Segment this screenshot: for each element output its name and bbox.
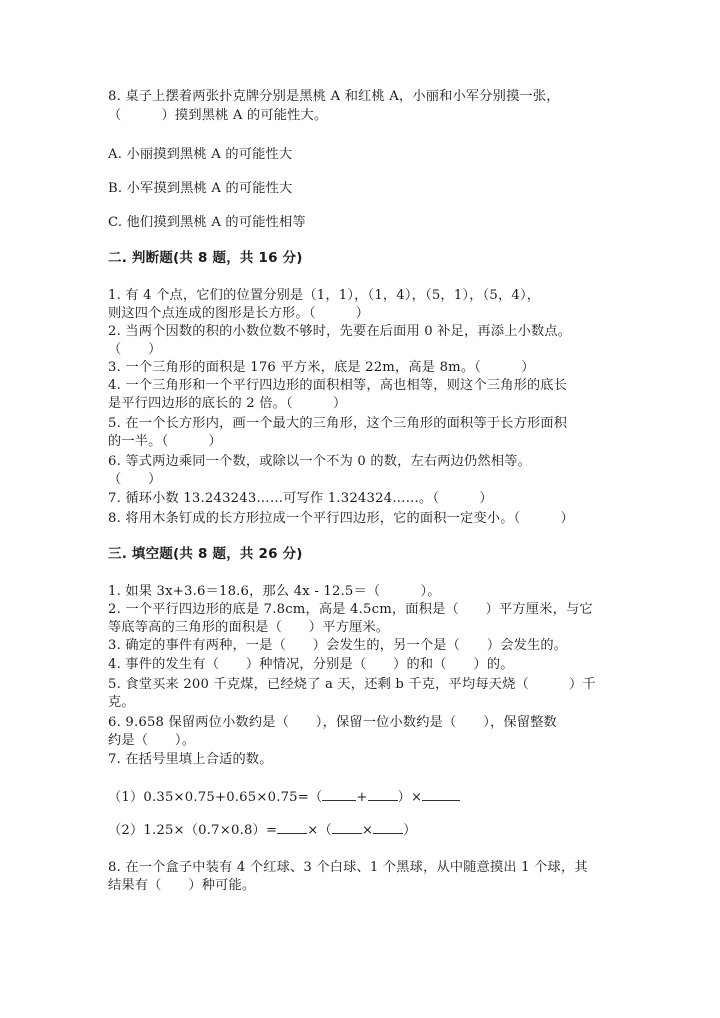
answer-blank[interactable] [332, 821, 362, 834]
fill-line: 7. 在括号里填上合适的数。 [108, 752, 273, 767]
answer-blank[interactable] [368, 788, 398, 801]
judge-line: 2. 当两个因数的积的小数位数不够时，先要在后面用 0 补足，再添上小数点。 [108, 324, 572, 339]
section-3-heading: 三. 填空题(共 8 题，共 26 分) [108, 546, 303, 562]
answer-blank[interactable] [322, 788, 356, 801]
question-8-line2: （ ）摸到黑桃 A 的可能性大。 [108, 108, 328, 123]
fill-line: 1. 如果 3x+3.6＝18.6，那么 4x - 12.5＝（ ）。 [108, 584, 441, 599]
q7-sub1-close: ）× [397, 790, 423, 805]
option-b: B. 小军摸到黑桃 A 的可能性大 [108, 181, 293, 196]
q7-sub2-close: ） [403, 823, 417, 838]
q7-sub1-prefix: （1）0.35×0.75+0.65×0.75=（ [108, 790, 323, 805]
option-a: A. 小丽摸到黑桃 A 的可能性大 [108, 147, 293, 162]
judge-line: 5. 在一个长方形内，画一个最大的三角形，这个三角形的面积等于长方形面积 [108, 416, 568, 431]
judge-line: 8. 将用木条钉成的长方形拉成一个平行四边形，它的面积一定变小。（ ） [108, 511, 574, 526]
judge-line: 3. 一个三角形的面积是 176 平方米，底是 22m，高是 8m。（ ） [108, 360, 535, 375]
fill-line: 4. 事件的发生有（ ）种情况，分别是（ ）的和（ ）的。 [108, 657, 514, 672]
question-8-line1: 8. 桌子上摆着两张扑克牌分别是黑桃 A 和红桃 A，小丽和小军分别摸一张， [108, 89, 560, 104]
judge-line: 4. 一个三角形和一个平行四边形的面积相等，高也相等，则这个三角形的底长 [108, 378, 568, 393]
fill-line: 3. 确定的事件有两种，一是（ ）会发生的，另一个是（ ）会发生的。 [108, 638, 568, 653]
judge-line: 是平行四边形的底长的 2 倍。（ ） [108, 396, 347, 411]
q7-sub2-times2: × [361, 823, 374, 838]
judge-line: （ ） [108, 342, 162, 357]
fill-line: 2. 一个平行四边形的底是 7.8cm，高是 4.5cm，面积是（ ）平方厘米，与它 [108, 602, 593, 617]
q7-sub2 [108, 821, 416, 840]
judge-line: 的一半。（ ） [108, 434, 222, 449]
fill-line: 约是（ ）。 [108, 733, 196, 748]
q7-sub1 [108, 788, 460, 807]
q7-sub1-plus: + [356, 790, 368, 805]
fill-line: 5. 食堂买来 200 千克煤，已经烧了 a 天，还剩 b 千克，平均每天烧（ ）千 [108, 677, 596, 692]
fill-q8-line2: 结果有（ ）种可能。 [108, 878, 256, 893]
section-2-heading: 二. 判断题(共 8 题，共 16 分) [108, 250, 303, 266]
q7-sub2-times1: ×（ [307, 823, 332, 838]
answer-blank[interactable] [422, 788, 460, 801]
judge-line: 则这四个点连成的图形是长方形。（ ） [108, 306, 370, 321]
judge-line: 7. 循环小数 13.243243……可写作 1.324324……。（ ） [108, 491, 493, 506]
fill-line: 6. 9.658 保留两位小数约是（ ），保留一位小数约是（ ），保留整数 [108, 715, 557, 730]
q7-sub2-prefix: （2）1.25×（0.7×0.8）= [108, 823, 278, 838]
judge-line: 1. 有 4 个点，它们的位置分别是（1，1），（1，4），（5，1），（5，4）， [108, 288, 541, 303]
judge-line: （ ） [108, 472, 162, 487]
answer-blank[interactable] [277, 821, 307, 834]
fill-q8-line1: 8. 在一个盒子中装有 4 个红球、3 个白球、1 个黑球，从中随意摸出 1 个球，其 [108, 860, 588, 875]
fill-line: 等底等高的三角形的面积是（ ）平方厘米。 [108, 620, 390, 635]
judge-line: 6. 等式两边乘同一个数，或除以一个不为 0 的数，左右两边仍然相等。 [108, 454, 531, 469]
answer-blank[interactable] [373, 821, 403, 834]
fill-line: 克。 [108, 695, 135, 710]
option-c: C. 他们摸到黑桃 A 的可能性相等 [108, 215, 306, 230]
